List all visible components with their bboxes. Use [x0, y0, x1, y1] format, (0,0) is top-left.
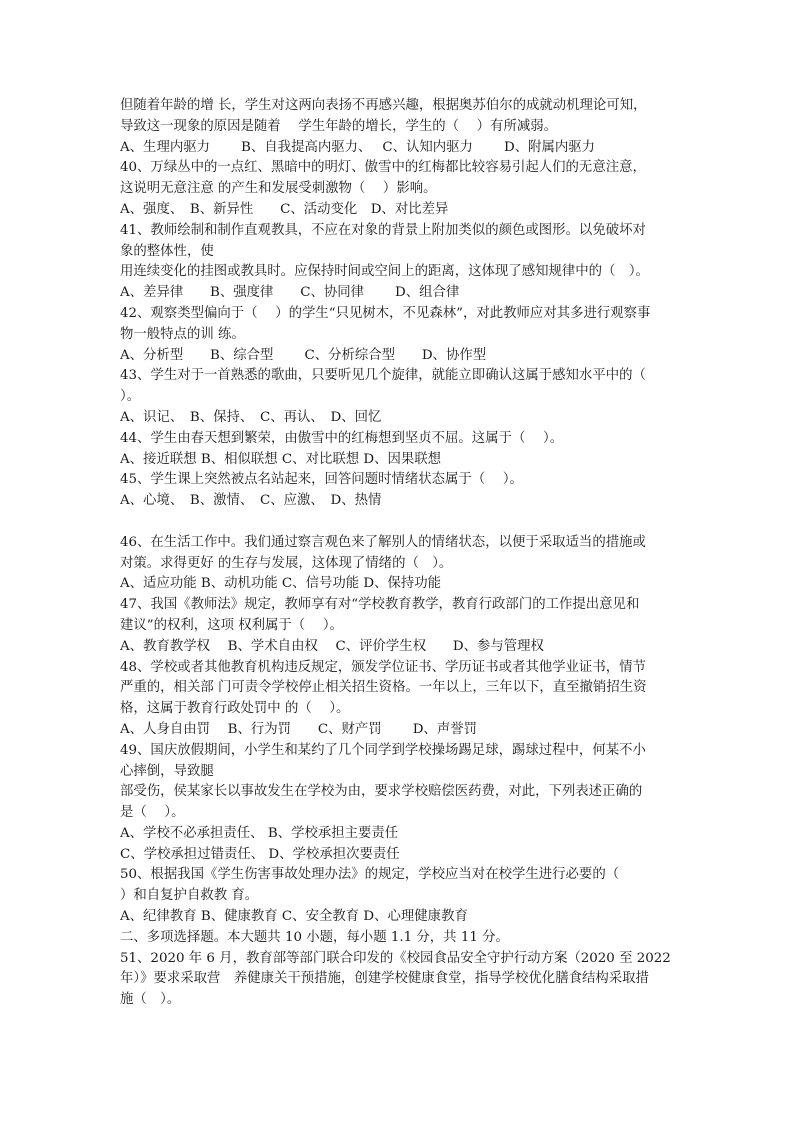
text-line: 41、教师绘制和制作直观教具，不应在对象的背景上附加类似的颜色或图形。以免破坏对 [120, 222, 646, 238]
text-line: 格，这属于教育行政处罚中 的（ ）。 [120, 701, 350, 717]
text-line: ）。 [120, 389, 141, 405]
text-line: A、生理内驱力 B、自我提高内驱力、 C、认知内驱力 D、附属内驱力 [120, 139, 596, 155]
text-line: 这说明无意注意 的产生和发展受刺激物（ ）影响。 [120, 181, 437, 197]
text-line: 二、多项选择题。本大题共 10 小题，每小题 1.1 分，共 11 分。 [120, 929, 509, 945]
text-line: 心摔倒，导致腿 [120, 763, 214, 779]
text-line: 47、我国《教师法》规定，教师享有对“学校教育教学，教育行政部门的工作提出意见和 [120, 597, 640, 613]
text-line: 48、学校或者其他教育机构违反规定，颁发学位证书、学历证书或者其他学业证书，情节 [120, 659, 646, 675]
text-line: 年）》要求采取营 养健康关干预措施，创建学校健康食堂，指导学校优化膳食结构采取措 [120, 971, 649, 987]
text-line: 44、学生由春天想到繁荣，由傲雪中的红梅想到坚贞不屈。这属于（ ）。 [120, 430, 564, 446]
text-line: 但随着年龄的增 长，学生对这两向表扬不再感兴趣，根据奥苏伯尔的成就动机理论可知， [120, 98, 647, 113]
text-line: 51、2020 年 6 月，教育部等部门联合印发的《校园食品安全守护行动方案（2020 至 2022 [120, 950, 671, 966]
document-body [120, 96, 676, 1011]
text-line: A、学校不必承担责任、 B、学校承担主要责任 [120, 825, 399, 841]
text-line: A、分析型 B、综合型 C、分析综合型 D、协作型 [120, 347, 487, 363]
text-line: 42、观察类型偏向于（ ）的学生“只见树木，不见森林”，对此教师应对其多进行观察事 [120, 305, 651, 321]
text-line: A、接近联想 B、相似联想 C、对比联想 D、因果联想 [120, 451, 442, 467]
text-line: 导致这一现象的原因是随着 学生年龄的增长，学生的（ ）有所减弱。 [120, 118, 558, 134]
text-line: 是（ ）。 [120, 805, 185, 821]
text-line: A、纪律教育 B、健康教育 C、安全教育 D、心理健康教育 [120, 909, 468, 925]
text-line: 建议”的权利，这项 权利属于（ ）。 [120, 617, 343, 633]
text-line: A、心境、 B、激情、 C、应激、 D、热情 [120, 493, 382, 509]
text-line: 用连续变化的挂图或教具时。应保持时间或空间上的距离，这体现了感知规律中的（ ）。 [120, 264, 649, 280]
text-line: 对策。求得更好 的生存与发展，这体现了情绪的（ ）。 [120, 555, 453, 571]
text-line: A、识记、 B、保持、 C、再认、 D、回忆 [120, 409, 382, 425]
text-line: 46、在生活工作中。我们通过察言观色来了解别人的情绪状态，以便于采取适当的措施或 [120, 534, 646, 550]
text-line: 部受伤，侯某家长以事故发生在学校为由，要求学校赔偿医药费，对此，下列表述正确的 [120, 784, 643, 800]
text-line: A、人身自由罚 B、行为罚 C、财产罚 D、声誉罚 [120, 721, 477, 737]
text-line: A、教育教学权 B、学术自由权 C、评价学生权 D、参与管理权 [120, 638, 544, 654]
text-line: A、适应功能 B、动机功能 C、信号功能 D、保持功能 [120, 576, 442, 592]
text-line: 严重的，相关部 门可责令学校停止相关招生资格。一年以上，三年以下，直至撤销招生资 [120, 680, 647, 696]
text-line: 43、学生对于一首熟悉的歌曲，只要听见几个旋律，就能立即确认这属于感知水平中的（ [120, 368, 646, 384]
text-line: 象的整体性，使 [120, 243, 214, 259]
text-line: 45、学生课上突然被点名站起来，回答问题时情绪状态属于（ ）。 [120, 472, 523, 488]
text-line: ）和自复护自救教 育。 [120, 888, 259, 904]
text-line: 物一般特点的训 练。 [120, 326, 245, 342]
text-line: A、差异律 B、强度律 C、协同律 D、组合律 [120, 285, 460, 301]
text-line: 40、万绿丛中的一点红、黑暗中的明灯、傲雪中的红梅都比较容易引起人们的无意注意， [120, 160, 646, 176]
text-line: 50、根据我国《学生伤害事故处理办法》的规定，学校应当对在校学生进行必要的（ [120, 867, 620, 883]
text-line: 施（ ）。 [120, 992, 181, 1008]
text-line: A、强度、 B、新异性 C、活动变化 D、对比差异 [120, 201, 449, 217]
text-line: 49、国庆放假期间，小学生和某约了几个同学到学校操场踢足球，踢球过程中，何某不小 [120, 742, 646, 758]
blank-line [120, 512, 676, 533]
text-line: C、学校承担过错责任、 D、学校承担次要责任 [120, 846, 400, 862]
